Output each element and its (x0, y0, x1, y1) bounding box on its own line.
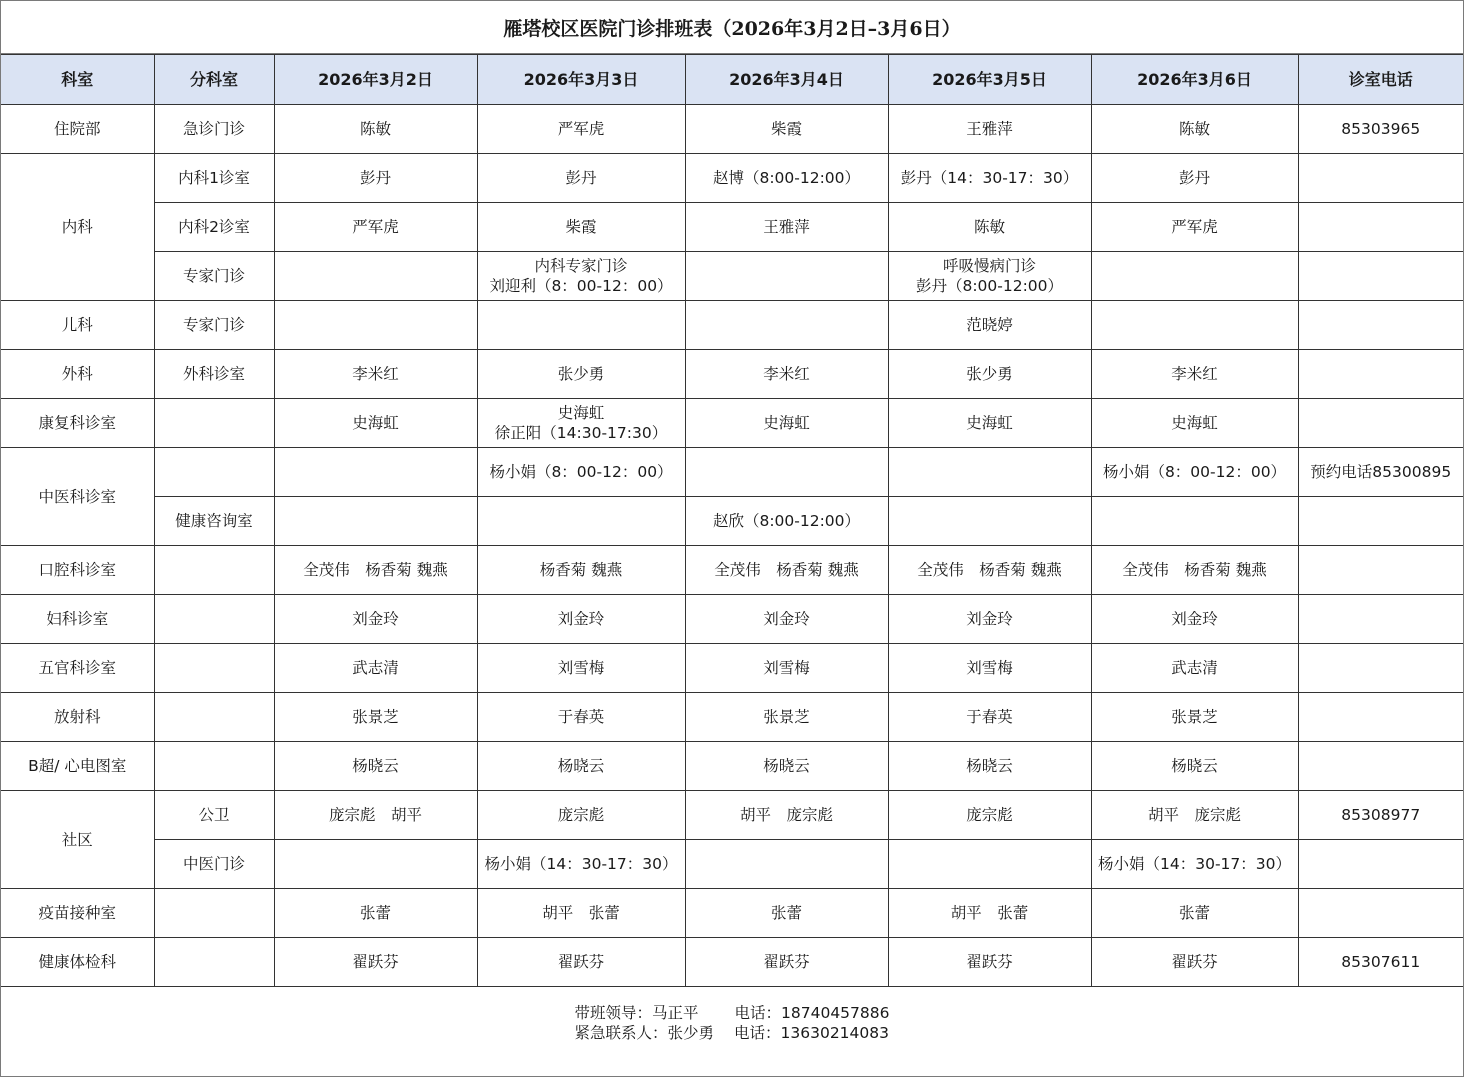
shift-cell: 胡平 张蕾 (477, 889, 685, 938)
table-row (1, 301, 1463, 350)
subdept-cell: 专家门诊 (154, 252, 274, 301)
shift-cell: 庞宗彪 (477, 791, 685, 840)
emergency-label: 紧急联系人：张少勇 (574, 1023, 715, 1042)
table-row (1, 791, 1463, 840)
shift-cell: 胡平 张蕾 (888, 889, 1091, 938)
shift-cell: 于春英 (888, 693, 1091, 742)
dept-cell: 住院部 (1, 105, 154, 154)
shift-cell: 彭丹 (274, 154, 477, 203)
footer-contacts (1, 987, 1463, 1058)
dept-cell: 健康体检科 (1, 938, 154, 987)
shift-cell (888, 840, 1091, 889)
shift-cell: 史海虹 (888, 399, 1091, 448)
header-date-2: 2026年3月3日 (477, 55, 685, 105)
phone-cell (1298, 497, 1463, 546)
dept-cell: 内科 (1, 154, 154, 301)
header-dept: 科室 (1, 55, 154, 105)
phone-cell: 85303965 (1298, 105, 1463, 154)
title-bar (1, 1, 1463, 54)
phone-cell (1298, 840, 1463, 889)
shift-cell (477, 252, 685, 301)
phone-cell: 85307611 (1298, 938, 1463, 987)
shift-cell: 杨晓云 (477, 742, 685, 791)
shift-cell: 柴霞 (685, 105, 888, 154)
doctor-shift: 刘迎利（8：00-12：00） (489, 277, 673, 295)
shift-cell: 全茂伟 杨香菊 魏燕 (1091, 546, 1298, 595)
leader-phone: 电话：18740457886 (734, 1003, 890, 1022)
shift-cell: 张少勇 (477, 350, 685, 399)
shift-cell (888, 252, 1091, 301)
shift-cell: 刘金玲 (1091, 595, 1298, 644)
shift-cell: 胡平 庞宗彪 (685, 791, 888, 840)
table-row (1, 448, 1463, 497)
shift-cell: 赵博（8:00-12:00） (685, 154, 888, 203)
phone-cell (1298, 595, 1463, 644)
shift-cell: 张景芝 (274, 693, 477, 742)
shift-cell (685, 252, 888, 301)
shift-cell (685, 301, 888, 350)
header-phone: 诊室电话 (1298, 55, 1463, 105)
phone-cell (1298, 154, 1463, 203)
table-row (1, 105, 1463, 154)
shift-cell: 刘金玲 (477, 595, 685, 644)
subdept-cell (154, 742, 274, 791)
subdept-cell: 外科诊室 (154, 350, 274, 399)
shift-cell (477, 399, 685, 448)
table-row (1, 840, 1463, 889)
header-date-4: 2026年3月5日 (888, 55, 1091, 105)
shift-cell: 史海虹 (685, 399, 888, 448)
dept-cell: 放射科 (1, 693, 154, 742)
shift-cell (1091, 252, 1298, 301)
shift-cell: 柴霞 (477, 203, 685, 252)
shift-cell: 王雅萍 (888, 105, 1091, 154)
shift-cell: 张蕾 (685, 889, 888, 938)
phone-cell: 85308977 (1298, 791, 1463, 840)
shift-cell: 彭丹 (477, 154, 685, 203)
subdept-cell (154, 448, 274, 497)
shift-cell: 杨香菊 魏燕 (477, 546, 685, 595)
shift-cell: 李米红 (685, 350, 888, 399)
doctor-shift: 史海虹 (557, 404, 605, 422)
dept-cell: 外科 (1, 350, 154, 399)
phone-cell (1298, 546, 1463, 595)
subdept-cell (154, 546, 274, 595)
leader-label: 带班领导：马正平 (574, 1003, 699, 1022)
dept-cell: B超/ 心电图室 (1, 742, 154, 791)
dept-cell: 口腔科诊室 (1, 546, 154, 595)
subdept-cell (154, 595, 274, 644)
subdept-cell (154, 693, 274, 742)
shift-cell: 张蕾 (1091, 889, 1298, 938)
shift-cell: 陈敏 (888, 203, 1091, 252)
table-row (1, 889, 1463, 938)
shift-cell: 杨小娟（8：00-12：00） (1091, 448, 1298, 497)
shift-cell: 彭丹（14：30-17：30） (888, 154, 1091, 203)
subdept-cell: 专家门诊 (154, 301, 274, 350)
shift-cell: 刘金玲 (685, 595, 888, 644)
table-row (1, 203, 1463, 252)
dept-cell: 妇科诊室 (1, 595, 154, 644)
table-row (1, 350, 1463, 399)
shift-cell: 胡平 庞宗彪 (1091, 791, 1298, 840)
shift-cell: 刘雪梅 (685, 644, 888, 693)
subdept-cell: 健康咨询室 (154, 497, 274, 546)
shift-cell (1091, 301, 1298, 350)
table-row (1, 644, 1463, 693)
phone-cell (1298, 203, 1463, 252)
doctor-shift: 徐正阳（14:30-17:30） (494, 424, 668, 442)
shift-cell: 武志清 (274, 644, 477, 693)
table-row (1, 252, 1463, 301)
shift-cell: 刘金玲 (274, 595, 477, 644)
page-title: 雁塔校区医院门诊排班表（2026年3月2日–3月6日） (503, 17, 961, 40)
table-row (1, 938, 1463, 987)
shift-cell (274, 448, 477, 497)
shift-cell: 赵欣（8:00-12:00） (685, 497, 888, 546)
table-row (1, 742, 1463, 791)
shift-cell (1091, 497, 1298, 546)
header-subdept: 分科室 (154, 55, 274, 105)
dept-cell: 康复科诊室 (1, 399, 154, 448)
shift-cell: 严军虎 (1091, 203, 1298, 252)
shift-cell: 翟跃芬 (477, 938, 685, 987)
phone-cell (1298, 399, 1463, 448)
shift-cell: 严军虎 (274, 203, 477, 252)
dept-cell: 儿科 (1, 301, 154, 350)
shift-cell: 杨晓云 (685, 742, 888, 791)
shift-cell (477, 497, 685, 546)
table-row (1, 497, 1463, 546)
subdept-cell (154, 644, 274, 693)
shift-cell (685, 840, 888, 889)
table-row (1, 595, 1463, 644)
emergency-line (575, 1023, 890, 1043)
header-date-5: 2026年3月6日 (1091, 55, 1298, 105)
phone-cell: 预约电话85300895 (1298, 448, 1463, 497)
shift-cell: 史海虹 (274, 399, 477, 448)
phone-cell (1298, 889, 1463, 938)
shift-cell (888, 448, 1091, 497)
table-row (1, 693, 1463, 742)
table-row (1, 154, 1463, 203)
header-date-3: 2026年3月4日 (685, 55, 888, 105)
shift-cell (274, 252, 477, 301)
shift-cell: 陈敏 (274, 105, 477, 154)
shift-cell (888, 497, 1091, 546)
subdept-cell: 公卫 (154, 791, 274, 840)
shift-cell: 杨晓云 (274, 742, 477, 791)
dept-cell: 疫苗接种室 (1, 889, 154, 938)
shift-cell: 于春英 (477, 693, 685, 742)
shift-cell: 全茂伟 杨香菊 魏燕 (685, 546, 888, 595)
subdept-cell (154, 399, 274, 448)
shift-cell (274, 301, 477, 350)
clinic-name: 呼吸慢病门诊 (942, 257, 1036, 275)
phone-cell (1298, 301, 1463, 350)
subdept-cell: 内科1诊室 (154, 154, 274, 203)
shift-cell: 武志清 (1091, 644, 1298, 693)
shift-cell: 全茂伟 杨香菊 魏燕 (274, 546, 477, 595)
phone-cell (1298, 693, 1463, 742)
shift-cell: 李米红 (274, 350, 477, 399)
header-date-1: 2026年3月2日 (274, 55, 477, 105)
phone-cell (1298, 252, 1463, 301)
shift-cell (274, 497, 477, 546)
shift-cell (685, 448, 888, 497)
shift-cell: 杨小娟（14：30-17：30） (477, 840, 685, 889)
clinic-name: 内科专家门诊 (534, 257, 628, 275)
shift-cell: 庞宗彪 胡平 (274, 791, 477, 840)
shift-cell: 杨晓云 (1091, 742, 1298, 791)
dept-cell: 社区 (1, 791, 154, 889)
subdept-cell: 急诊门诊 (154, 105, 274, 154)
shift-cell: 王雅萍 (685, 203, 888, 252)
shift-cell: 翟跃芬 (888, 938, 1091, 987)
shift-cell: 陈敏 (1091, 105, 1298, 154)
doctor-shift: 彭丹（8:00-12:00） (915, 277, 1064, 295)
shift-cell: 史海虹 (1091, 399, 1298, 448)
table-row (1, 546, 1463, 595)
shift-cell: 全茂伟 杨香菊 魏燕 (888, 546, 1091, 595)
phone-cell (1298, 350, 1463, 399)
shift-cell: 张景芝 (685, 693, 888, 742)
shift-cell: 张蕾 (274, 889, 477, 938)
shift-cell: 范晓婷 (888, 301, 1091, 350)
shift-cell: 翟跃芬 (685, 938, 888, 987)
shift-cell: 张景芝 (1091, 693, 1298, 742)
shift-cell: 杨小娟（8：00-12：00） (477, 448, 685, 497)
shift-cell: 彭丹 (1091, 154, 1298, 203)
subdept-cell (154, 889, 274, 938)
table-row (1, 399, 1463, 448)
subdept-cell: 中医门诊 (154, 840, 274, 889)
dept-cell: 中医科诊室 (1, 448, 154, 546)
phone-cell (1298, 644, 1463, 693)
subdept-cell: 内科2诊室 (154, 203, 274, 252)
subdept-cell (154, 938, 274, 987)
shift-cell: 刘金玲 (888, 595, 1091, 644)
shift-cell: 翟跃芬 (274, 938, 477, 987)
shift-cell: 杨晓云 (888, 742, 1091, 791)
dept-cell: 五官科诊室 (1, 644, 154, 693)
shift-cell: 张少勇 (888, 350, 1091, 399)
shift-cell: 杨小娟（14：30-17：30） (1091, 840, 1298, 889)
shift-cell: 刘雪梅 (888, 644, 1091, 693)
shift-cell (274, 840, 477, 889)
shift-cell (477, 301, 685, 350)
header-row (1, 55, 1463, 105)
phone-cell (1298, 742, 1463, 791)
schedule-table (1, 54, 1463, 987)
shift-cell: 李米红 (1091, 350, 1298, 399)
shift-cell: 严军虎 (477, 105, 685, 154)
shift-cell: 庞宗彪 (888, 791, 1091, 840)
shift-cell: 翟跃芬 (1091, 938, 1298, 987)
leader-line (575, 1003, 890, 1023)
emergency-phone: 电话：13630214083 (734, 1023, 889, 1042)
shift-cell: 刘雪梅 (477, 644, 685, 693)
